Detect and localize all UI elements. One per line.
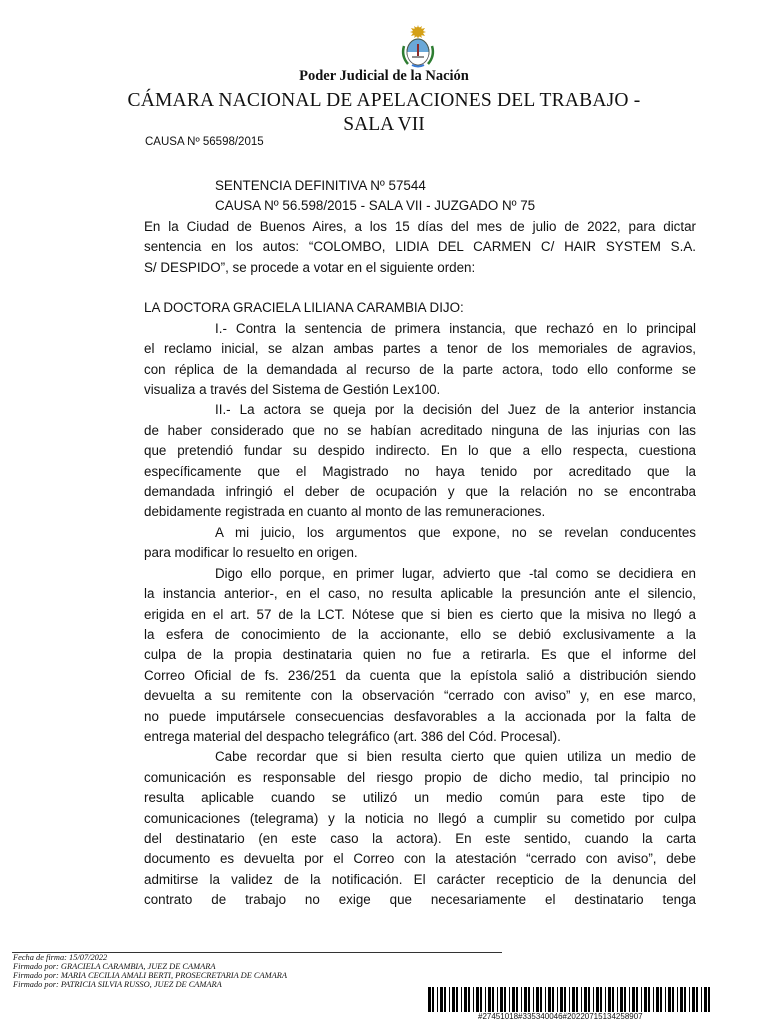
text-line: En la Ciudad de Buenos Aires, a los 15 días del mes de julio de 2022, para dictar <box>144 218 696 234</box>
barcode-bar <box>437 987 438 1012</box>
barcode-bar <box>533 987 534 1012</box>
text-line: Digo ello porque, en primer lugar, advierto que -tal como se decidiera en <box>215 565 696 581</box>
text-line: Cabe recordar que si bien resulta cierto que quien utiliza un medio de <box>215 749 696 765</box>
text-line: para modificar lo resuelto en origen. <box>144 545 358 561</box>
court-name-line2: SALA VII <box>343 114 425 135</box>
barcode-bar <box>624 987 626 1012</box>
barcode-bar <box>545 987 546 1012</box>
barcode-bar <box>636 987 638 1012</box>
barcode-bar <box>672 987 674 1012</box>
signature-line: Firmado por: MARIA CECILIA AMALI BERTI, PROSECRETARIA DE CAMARA <box>13 971 287 980</box>
barcode-bar <box>536 987 539 1012</box>
barcode-bar <box>632 987 635 1012</box>
text-line: específicamente que el Magistrado no haya tenido por acreditado que la <box>144 463 696 479</box>
blank-line <box>144 278 696 298</box>
barcode-bar <box>516 987 518 1012</box>
barcode-bar <box>552 987 554 1012</box>
barcode-bar <box>569 987 570 1012</box>
text-line: comunicaciones (telegrama) y la noticia no llegó a cumplir su cometido por culpa <box>144 810 696 826</box>
barcode-bar <box>696 987 698 1012</box>
text-line: Correo Oficial de fs. 236/251 da cuenta que la epístola salió a distribución siendo <box>144 667 696 683</box>
barcode-bar <box>468 987 470 1012</box>
barcode-bar <box>701 987 702 1012</box>
barcode-bar <box>677 987 678 1012</box>
barcode-bar <box>641 987 642 1012</box>
barcode-bar <box>509 987 510 1012</box>
barcode-bar <box>524 987 527 1012</box>
text-line: sentencia en los autos: “COLOMBO, LIDIA DEL CARMEN C/ HAIR SYSTEM S.A. <box>144 239 696 255</box>
barcode-bar <box>684 987 686 1012</box>
barcode-bar <box>644 987 647 1012</box>
barcode-bar <box>596 987 599 1012</box>
text-line: no puede imputársele consecuencias desfavorables a la accionada por la falta de <box>144 708 696 724</box>
institution-name: Poder Judicial de la Nación <box>299 68 469 84</box>
signature-line: Firmado por: PATRICIA SILVIA RUSSO, JUEZ DE CAMARA <box>13 980 222 989</box>
text-line: II.- La actora se queja por la decisión del Juez de la anterior instancia <box>215 402 696 418</box>
barcode-bar <box>485 987 486 1012</box>
barcode-bar <box>572 987 575 1012</box>
barcode-bar <box>605 987 606 1012</box>
signature-line: Firmado por: GRACIELA CARAMBIA, JUEZ DE CAMARA <box>13 962 216 971</box>
barcode-bar <box>540 987 542 1012</box>
barcode-bar <box>528 987 530 1012</box>
barcode-bar <box>428 987 431 1012</box>
text-line: resulta aplicable cuando se utilizó un medio común para este tipo de <box>144 790 696 806</box>
barcode-bar <box>449 987 450 1012</box>
barcode-bar <box>488 987 491 1012</box>
text-line: admitirse la validez de la notificación. El carácter recepticio de la denuncia del <box>144 871 696 887</box>
barcode-bar <box>473 987 474 1012</box>
barcode-bar <box>548 987 551 1012</box>
barcode-bar <box>612 987 614 1012</box>
barcode-bar <box>689 987 690 1012</box>
court-name-line1: CÁMARA NACIONAL DE APELACIONES DEL TRABAJO - <box>127 90 641 111</box>
barcode-bar <box>560 987 563 1012</box>
text-line: devuelta a su remitente con la observación “cerrado con aviso” y, en ese marco, <box>144 688 696 704</box>
barcode-bar <box>521 987 522 1012</box>
judge-heading: LA DOCTORA GRACIELA LILIANA CARAMBIA DIJO: <box>144 300 464 316</box>
barcode-bar <box>680 987 683 1012</box>
text-line: erigida en el art. 57 de la LCT. Nótese que si bien es cierto que la misiva no llegó a <box>144 606 696 622</box>
barcode-bar <box>653 987 654 1012</box>
case-number: CAUSA Nº 56598/2015 <box>145 136 264 148</box>
text-line: documento es devuelta por el Correo con la atestación “cerrado con aviso”, debe <box>144 851 696 867</box>
barcode-bar <box>500 987 503 1012</box>
text-line: visualiza a través del Sistema de Gestión Lex100. <box>144 382 441 398</box>
barcode-bar <box>456 987 458 1012</box>
barcode-bar <box>665 987 666 1012</box>
barcode-bar <box>617 987 618 1012</box>
barcode-bar <box>564 987 566 1012</box>
barcode-bar <box>512 987 515 1012</box>
barcode-bar <box>476 987 479 1012</box>
text-line: comunicación es responsable del riesgo propio de dicho medio, tal principio no <box>144 769 696 785</box>
text-line: debidamente registrada en cuanto al monto de las remuneraciones. <box>144 504 546 520</box>
barcode-bar <box>504 987 506 1012</box>
barcode-bar <box>668 987 671 1012</box>
barcode-bar <box>461 987 462 1012</box>
barcode-bar <box>444 987 446 1012</box>
text-line: del destinatario (en este caso la actora). En este sentido, cuando la carta <box>144 830 696 846</box>
text-line: demandada infringió el deber de ocupación y que la relación no se encontraba <box>144 484 696 500</box>
barcode-bar <box>656 987 659 1012</box>
barcode-bar <box>593 987 594 1012</box>
barcode-bar <box>608 987 611 1012</box>
barcode-bar <box>588 987 590 1012</box>
text-line: I.- Contra la sentencia de primera instancia, que rechazó en lo principal <box>215 320 696 336</box>
sentence-title: SENTENCIA DEFINITIVA Nº 57544 <box>215 178 426 193</box>
text-line: que pretendió fundar su despido indirecto. En lo que a ello respecta, cuestiona <box>144 443 696 459</box>
barcode-bar <box>452 987 455 1012</box>
text-line: culpa de la propia destinataria quien no fue a retirarla. Es que el informe del <box>144 647 696 663</box>
text-line: el reclamo inicial, se alzan ambas partes a tenor de los memoriales de agravios, <box>144 341 696 357</box>
barcode-bar <box>584 987 587 1012</box>
barcode-bar <box>480 987 482 1012</box>
text-line: con réplica de la demandada al recurso de la parte actora, todo ello conforme se <box>144 361 696 377</box>
case-reference: CAUSA Nº 56.598/2015 - SALA VII - JUZGADO Nº 75 <box>215 198 536 214</box>
barcode-bar <box>464 987 467 1012</box>
barcode-bar <box>660 987 662 1012</box>
barcode-bar <box>708 987 710 1012</box>
barcode-bar <box>704 987 707 1012</box>
text-line: contrato de trabajo no exige que necesariamente el destinatario tenga <box>144 892 696 908</box>
text-line: S/ DESPIDO”, se procede a votar en el siguiente orden: <box>144 259 476 275</box>
judgment-body <box>144 176 696 911</box>
text-line: A mi juicio, los argumentos que expone, no se revelan conducentes <box>215 524 696 540</box>
barcode-bar <box>620 987 623 1012</box>
barcode-bar <box>576 987 578 1012</box>
barcode-bar <box>557 987 558 1012</box>
barcode-bar <box>629 987 630 1012</box>
barcode-icon <box>428 987 710 1012</box>
national-coat-of-arms-icon <box>398 24 438 68</box>
barcode-bar <box>497 987 498 1012</box>
barcode-number: #27451018#335340046#20220715134258907 <box>478 1012 643 1021</box>
barcode-bar <box>492 987 494 1012</box>
text-line: la esfera de conocimiento de la accionante, ello se debió exclusivamente a la <box>144 626 696 642</box>
text-line: la instancia anterior-, en el caso, no resulta aplicable la presunción ante el silencio, <box>144 586 696 602</box>
barcode-bar <box>432 987 434 1012</box>
barcode-bar <box>581 987 582 1012</box>
text-line: de haber considerado que no se habían acreditado ninguna de las injurias con las <box>144 422 696 438</box>
barcode-bar <box>648 987 650 1012</box>
barcode-bar <box>440 987 443 1012</box>
barcode-bar <box>692 987 695 1012</box>
text-line: entrega material del despacho telegráfico (art. 386 del Cód. Procesal). <box>144 728 561 744</box>
barcode-bar <box>600 987 602 1012</box>
signature-date: Fecha de firma: 15/07/2022 <box>13 953 108 962</box>
